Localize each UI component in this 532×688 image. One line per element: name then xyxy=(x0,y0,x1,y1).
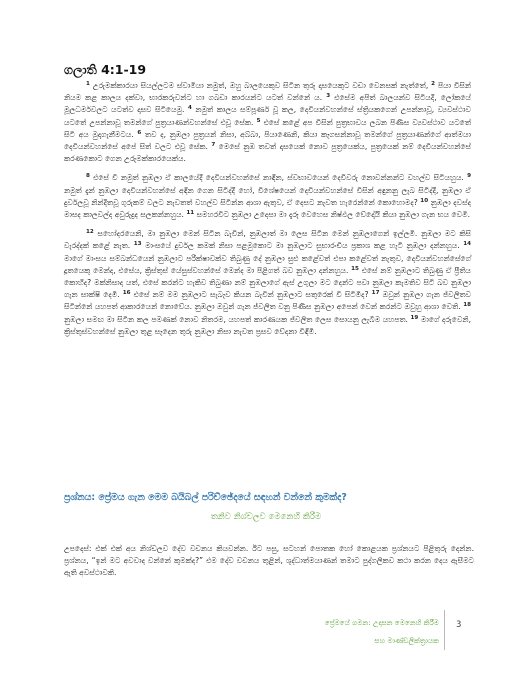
verse-number: 18 xyxy=(463,302,471,309)
verse-number: 6 xyxy=(137,129,142,136)
verse-number: 9 xyxy=(467,173,471,180)
verse-number: 12 xyxy=(86,229,94,236)
scripture-paragraph xyxy=(64,172,471,221)
verse-number: 2 xyxy=(431,81,436,87)
verse-number: 7 xyxy=(211,142,216,149)
meditation-subheading: තනිව නිශ්චලව මෙනෙහි කිරීම xyxy=(210,512,322,522)
verse-text: මාගේ දරුවෙනි, ක්‍රිස්තුස්වහන්සේ නුඹලා තුළ සෑදෙන තුරු නුඹලා නිසා නැවත ප්‍රසව වේදනා විඳිමි. xyxy=(64,314,471,336)
verse-text: උරුමක්කාරයා සියල්ලටම ස්වාමියා නමුත්, ඔහු බාලයෙකුව සිටින තුරු දාසයෙකුට වඩා වෙනසක් නැත්තේ, xyxy=(92,81,429,90)
footer-divider xyxy=(444,610,445,650)
footer-title: ප්‍රේමයේ ගමන: උදාසන මෙනෙහි කිරීම xyxy=(324,618,439,627)
verse-number: 11 xyxy=(186,210,195,217)
page-number: 3 xyxy=(456,620,462,630)
scripture-reference: ගලාති 4:1-19 xyxy=(64,62,147,77)
verse-number: 5 xyxy=(256,117,261,124)
verse-text: සමහරවිට නුඹලා උදෙසා මා දැරූ වෙහෙස නිෂ්ඵල වේදෝයි කියා නුඹලා ගැන භය වෙමි. xyxy=(196,210,470,220)
verse-text: නුඹලා සමඟ මා සිටින කල පමණක් නොව නිතරම, යහපත් කාරණයක ජ්වලිත ලෙස සොයනු ලැබීම යහපත. xyxy=(64,314,408,324)
footer-subtitle: සහ මාණ්ඩලික්ත්‍රායක xyxy=(374,636,439,645)
verse-number: 10 xyxy=(420,197,429,204)
verse-text: සහෝදරයෙනි, මා නුඹලා මෙන් සිටින බැවින්, නුඹලාත් මා ලෙස සිටින මෙන් නුඹලාගෙන් ඉල්ලමි. නුඹලා මට කිසි වැරද්දක් කළේ නැත. xyxy=(64,229,471,251)
verse-number: 13 xyxy=(133,241,142,248)
verse-text: මෙසේ නුඹ තවත් දාසයෙක් නොව පුත්‍රයෙක්ය, පුත්‍රයෙක් නම් දෙවියන්වහන්සේ කරණකොට ගෙන උරුමක්කාරයෙක්ය. xyxy=(64,142,472,164)
verse-number: 14 xyxy=(463,241,471,248)
verse-text: එසේ නම් මම නුඹලාට සැබෑව කියන බැවින් නුඹලාට සතුරෙක් වී සිටිමිද? xyxy=(133,290,369,300)
advice-paragraph: උපදෙස්: එක් එක් අය නිශ්චලව දේව වචනය කියවන්න. ඊට පසු, සටහන් පොතක හෝ කොළයක ප්‍රශ්නයට පිළිතුරු දෙන්න. ප්‍රශ්නය, “ඉන් මට අවවාද වන්නේ කුමක්ද?” එම දේව වචනය තුළින්, ශුද්ධාත්මයාණන් තමාට පුද්ගලිකව කථා කරන දෙය ඇසීමට ඇති අවස්ථාවකි. xyxy=(64,544,474,578)
verse-text: නමුත් කාලය සම්පූර්ණ වූ කල, දෙවියන්වහන්සේ ස්ත්‍රියකගෙන් උපන්නාවූ, ව්‍යවස්ථාව යටතේ උපන්නාවූ තමන්ගේ පුත්‍රයාණන්වහන්සේ එවූ සේක. xyxy=(64,105,471,127)
verse-text: නමුත් දැන් නුඹලා දෙවියන්වහන්සේ අඳින ගෙන සිටිද්දී හෝ, විශේෂයෙන් දෙවියන්වහන්සේ විසින් අඳුනනු ලැබ සිටිද්දී, නුඹලා ඒ දුර්වලවූ නින්දිතවූ ගුරුකම් වලට නැවතත් වහල්ව සිටින්න ආශා ඇතුව, ඒ දෙසට නැවත හැරෙන්නේ කොහොමද? xyxy=(64,185,471,207)
scripture-paragraph xyxy=(64,228,471,338)
verse-number: 3 xyxy=(326,93,331,100)
scripture-paragraph xyxy=(64,80,471,165)
verse-text: මාගේ මාංසය සම්බන්ධයෙන් නුඹලාට පරීක්ෂාවක්ව තිබුණු දේ නුඹලා සුළු කළේවත් එපා කළේවත් නැතුව, දෙවියන්වහන්සේගේ දූතයෙකු මෙන්ද, එසේය, ක්‍රිස්තුස් යේසුස්වහන්සේ මෙන්ද මා පිළිගත් බව නුඹලා දන්නහුය. xyxy=(64,253,471,275)
verse-number: 19 xyxy=(410,314,419,321)
verse-text: එසේ කළේ අප විසින් පුත්‍රභාවය ලබන පිණිස ව්‍යවස්ථාව යටතේ සිටි අය මුදාගැනීමටය. xyxy=(64,117,472,139)
verse-text: නුඹලා දවස්ද මාසද කාලවල්ද අවුරුදුද සලකන්නහුය. xyxy=(64,197,471,220)
question-heading: ප්‍රශ්නය: ප්‍රේමය ගැන මෙම බයිබල් පරිච්ඡේදයේ සඳහන් වන්නේ කුමක්ද? xyxy=(64,492,347,503)
verse-text: එසේම අපිත් බාලයන්ව සිටියදී, ලෝකයේ මූලධර්මවලට යටත්ව දාසව සිටියෙමු. xyxy=(64,93,471,115)
verse-number: 17 xyxy=(371,290,380,297)
verse-number: 16 xyxy=(122,290,131,297)
verse-number: 8 xyxy=(86,173,90,180)
verse-number: 1 xyxy=(86,81,90,87)
verse-text: මාංසයේ දුර්වල කමක් නිසා පළමුකොට මා නුඹලාට සුභාරංචිය ප්‍රකාශ කළ හැටි නුඹලා දන්නහුය. xyxy=(145,241,460,251)
verse-number: 15 xyxy=(351,265,359,272)
scripture-body xyxy=(64,80,471,338)
verse-text: එසේ නම් නුඹලාට තිබුණු ඒ ප්‍රීතිය කොහිද? මක්නිසාද යත්, එසේ කරන්ට හැකිව තිබුණා නම් නුඹලාගේ ඇස් උගුලා මට දෙන්ට පවා නුඹලා කැමතිව සිටි බව නුඹලා ගැන සාක්ෂි දෙමි. xyxy=(64,265,471,300)
verse-text: එසේ වී නමුත් නුඹලා ඒ කාලයේදී දෙවියන්වහන්සේ නාඳින, ස්වභාවයෙන් දෙවිවරු නොවන්නන්ට වහල්ව සිටියහුය. xyxy=(93,173,464,183)
verse-number: 4 xyxy=(187,105,192,112)
verse-text: තව ද, නුඹලා පුත්‍රයන් නිසා, අබ්බා, පියාණෙනි, කියා කෑගසන්නාවූ තමන්ගේ පුත්‍රයාණන්ගේ ආත්මයා දෙවියන්වහන්සේ අපේ සිත් වලට එවූ සේක. xyxy=(64,129,471,152)
verse-text: පියා විසින් නියම කළ කාලය දක්වා, භාරකරුවන්ට හා ගබඩා කාරයන්ට යටත් වන්නේ ය. xyxy=(64,81,471,103)
verse-text: ඔවුන් නුඹලා ගැන ජ්වලිතව සිටින්නේ යහපත් ආකාරයෙන් නොවේය. නුඹලා ඔවුන් ගැන ජ්වලිත වනු පිණිස නුඹලා අපෙන් වෙන් කරන්ට ඔවුහු ආශා වෙති. xyxy=(64,290,472,312)
